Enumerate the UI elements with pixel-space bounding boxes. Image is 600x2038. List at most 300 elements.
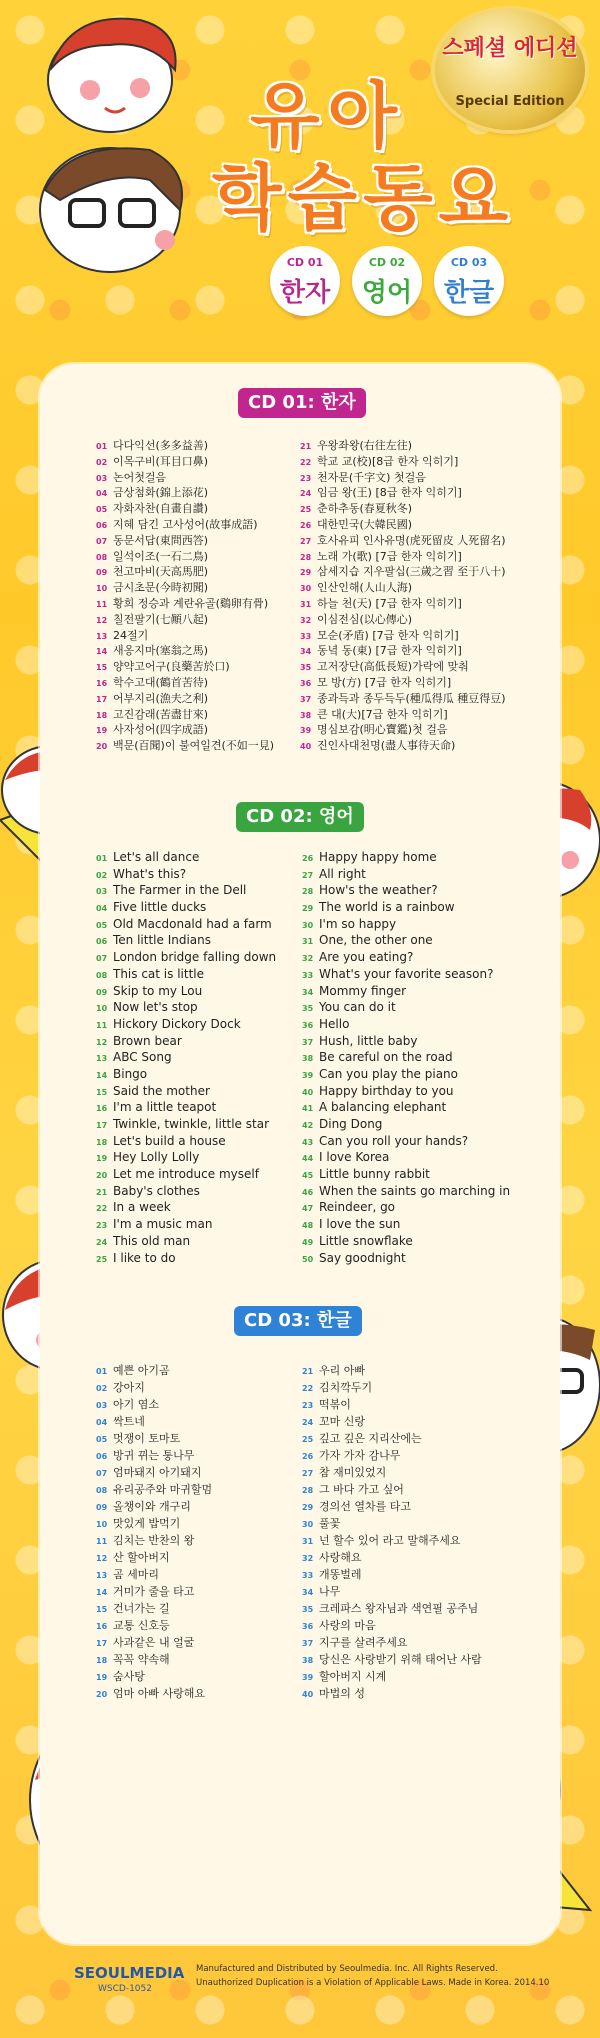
track-number: 04 bbox=[96, 904, 108, 914]
track-number: 35 bbox=[302, 1004, 314, 1014]
track-number: 39 bbox=[302, 1070, 314, 1080]
track-row bbox=[96, 1600, 212, 1617]
track-row bbox=[96, 983, 276, 1000]
track-title: 엄마돼지 아기돼지 bbox=[113, 1466, 202, 1479]
track-title: 일석이조(一石二鳥) bbox=[113, 549, 209, 563]
track-title: 올챙이와 개구리 bbox=[113, 1500, 191, 1513]
track-title: 논어첫걸음 bbox=[113, 470, 167, 484]
track-title: I'm so happy bbox=[319, 916, 397, 931]
track-row bbox=[96, 966, 276, 983]
track-title: 동문서답(東問西答) bbox=[113, 533, 209, 547]
track-row bbox=[96, 1133, 276, 1150]
track-number: 02 bbox=[96, 1384, 108, 1393]
track-row bbox=[96, 849, 276, 866]
track-number: 50 bbox=[302, 1254, 314, 1264]
track-row bbox=[302, 1413, 482, 1430]
track-row bbox=[302, 1685, 482, 1702]
track-title: You can do it bbox=[319, 1000, 396, 1015]
track-number: 05 bbox=[96, 920, 108, 930]
track-row bbox=[302, 1183, 510, 1200]
track-row bbox=[302, 1379, 482, 1396]
track-number: 49 bbox=[302, 1237, 314, 1247]
track-title: 사랑의 마음 bbox=[319, 1619, 376, 1632]
track-title: 24절기 bbox=[113, 628, 149, 642]
track-row bbox=[300, 659, 506, 675]
track-title: 지혜 담긴 고사성어(故事成語) bbox=[113, 517, 258, 531]
track-title: 아기 염소 bbox=[113, 1398, 160, 1411]
track-row bbox=[96, 916, 276, 933]
track-number: 32 bbox=[300, 615, 312, 625]
cd2-section-title: CD 02: 영어 bbox=[236, 802, 364, 832]
track-title: Happy happy home bbox=[319, 850, 437, 864]
track-row bbox=[300, 722, 506, 738]
track-row bbox=[96, 580, 274, 596]
track-number: 40 bbox=[302, 1690, 314, 1699]
track-number: 20 bbox=[96, 742, 108, 752]
track-row bbox=[300, 549, 506, 565]
track-title: Little bunny rabbit bbox=[319, 1167, 430, 1182]
track-row bbox=[300, 438, 506, 454]
track-number: 05 bbox=[96, 1435, 108, 1444]
track-title: Twinkle, twinkle, little star bbox=[113, 1117, 269, 1131]
track-number: 26 bbox=[302, 1452, 314, 1461]
track-row bbox=[300, 707, 506, 723]
track-number: 14 bbox=[96, 647, 108, 657]
main-title-line1: 유아 bbox=[250, 74, 406, 158]
track-number: 45 bbox=[302, 1171, 314, 1181]
track-title: Reindeer, go bbox=[319, 1200, 396, 1215]
track-title: 종과득과 종두득두(種瓜得瓜 種豆得豆) bbox=[317, 691, 506, 705]
track-number: 46 bbox=[302, 1187, 314, 1197]
track-row bbox=[302, 1464, 482, 1481]
track-row bbox=[302, 983, 510, 1000]
track-number: 33 bbox=[302, 970, 314, 980]
track-number: 24 bbox=[300, 489, 312, 499]
track-title: 새옹지마(塞翁之馬) bbox=[113, 644, 209, 658]
track-title: 거미가 줄을 타고 bbox=[113, 1585, 195, 1598]
track-title: 꼬마 신랑 bbox=[319, 1415, 366, 1428]
track-title: What's this? bbox=[113, 866, 187, 881]
track-title: I'm a little teapot bbox=[113, 1100, 217, 1115]
track-row bbox=[302, 1566, 482, 1583]
track-number: 20 bbox=[96, 1171, 108, 1181]
track-title: 금상첨화(錦上添花) bbox=[113, 486, 209, 500]
cd1-tracklist-right bbox=[300, 438, 506, 754]
track-row bbox=[302, 1216, 510, 1233]
track-number: 27 bbox=[300, 536, 312, 546]
track-number: 23 bbox=[96, 1221, 108, 1231]
track-number: 18 bbox=[96, 1137, 108, 1147]
track-row bbox=[300, 564, 506, 580]
track-row bbox=[96, 1379, 212, 1396]
track-number: 06 bbox=[96, 937, 108, 947]
track-number: 12 bbox=[96, 615, 108, 625]
track-number: 37 bbox=[302, 1037, 314, 1047]
cd2-tracklist-right bbox=[302, 849, 510, 1266]
track-row bbox=[302, 1447, 482, 1464]
track-row bbox=[302, 1396, 482, 1413]
track-title: I'm a music man bbox=[113, 1217, 213, 1232]
track-number: 10 bbox=[96, 584, 108, 594]
track-number: 19 bbox=[96, 726, 108, 736]
track-title: A balancing elephant bbox=[319, 1100, 447, 1115]
track-number: 02 bbox=[96, 457, 108, 467]
badge-korean-text: 스페셜 에디션 bbox=[442, 36, 578, 61]
track-number: 17 bbox=[96, 1639, 108, 1648]
track-row bbox=[96, 1183, 276, 1200]
track-number: 12 bbox=[96, 1554, 108, 1563]
track-row bbox=[96, 1651, 212, 1668]
track-row bbox=[300, 517, 506, 533]
track-number: 07 bbox=[96, 536, 108, 546]
track-number: 08 bbox=[96, 970, 108, 980]
track-row bbox=[96, 738, 274, 754]
track-title: 사자성어(四字成語) bbox=[113, 723, 209, 737]
track-row bbox=[96, 722, 274, 738]
track-row bbox=[302, 1116, 510, 1133]
track-title: 자화자찬(自畫自讚) bbox=[113, 502, 209, 516]
track-number: 18 bbox=[96, 1656, 108, 1665]
track-title: 풀꽃 bbox=[319, 1517, 341, 1530]
track-row bbox=[96, 1396, 212, 1413]
track-number: 38 bbox=[302, 1656, 314, 1665]
track-row bbox=[302, 1651, 482, 1668]
track-number: 34 bbox=[300, 647, 312, 657]
track-title: Skip to my Lou bbox=[113, 983, 203, 998]
track-title: Be careful on the road bbox=[319, 1050, 453, 1065]
track-row bbox=[96, 675, 274, 691]
track-number: 11 bbox=[96, 1020, 108, 1030]
cd3-circle bbox=[434, 246, 504, 316]
track-row bbox=[96, 1166, 276, 1183]
track-number: 38 bbox=[300, 710, 312, 720]
track-title: 하늘 천(天) [7급 한자 익히기] bbox=[317, 596, 462, 610]
track-row bbox=[302, 1600, 482, 1617]
track-title: This old man bbox=[113, 1233, 191, 1248]
track-number: 32 bbox=[302, 954, 314, 964]
track-row bbox=[96, 1413, 212, 1430]
track-title: 방귀 뀌는 퉁나무 bbox=[113, 1449, 195, 1462]
track-title: 나무 bbox=[319, 1585, 341, 1598]
track-row bbox=[300, 596, 506, 612]
track-number: 23 bbox=[302, 1401, 314, 1410]
track-title: London bridge falling down bbox=[113, 950, 277, 965]
track-title: How's the weather? bbox=[319, 883, 438, 898]
track-title: 유리공주와 마귀할멈 bbox=[113, 1483, 213, 1496]
track-number: 19 bbox=[96, 1154, 108, 1164]
track-title: 김치는 반찬의 왕 bbox=[113, 1534, 195, 1547]
track-row bbox=[300, 738, 506, 754]
main-title-line2: 학습동요 bbox=[212, 156, 515, 240]
track-row bbox=[302, 899, 510, 916]
track-title: Bingo bbox=[113, 1066, 148, 1081]
track-row bbox=[302, 1617, 482, 1634]
track-number: 22 bbox=[302, 1384, 314, 1393]
track-number: 13 bbox=[96, 1571, 108, 1580]
track-number: 33 bbox=[300, 631, 312, 641]
track-title: 춘하추동(春夏秋冬) bbox=[317, 502, 413, 516]
track-row bbox=[96, 1464, 212, 1481]
cd2-number: CD 02 bbox=[368, 256, 406, 269]
track-number: 11 bbox=[96, 1537, 108, 1546]
track-row bbox=[96, 1549, 212, 1566]
track-title: Now let's stop bbox=[113, 1000, 198, 1015]
track-title: Hickory Dickory Dock bbox=[113, 1016, 241, 1031]
track-number: 15 bbox=[96, 1605, 108, 1614]
track-number: 31 bbox=[302, 1537, 314, 1546]
track-row bbox=[302, 916, 510, 933]
track-row bbox=[300, 643, 506, 659]
track-number: 21 bbox=[300, 442, 312, 451]
track-number: 21 bbox=[96, 1187, 108, 1197]
track-row bbox=[96, 1216, 276, 1233]
track-number: 30 bbox=[300, 584, 312, 594]
boy-illustration-glasses bbox=[0, 130, 210, 290]
track-title: Can you roll your hands? bbox=[319, 1133, 469, 1148]
cd2-tracklist-left bbox=[96, 849, 276, 1266]
track-title: 강아지 bbox=[113, 1381, 145, 1394]
track-number: 35 bbox=[300, 663, 312, 673]
track-row bbox=[96, 643, 274, 659]
track-title: 꼭꼭 약속해 bbox=[113, 1653, 170, 1666]
track-number: 08 bbox=[96, 1486, 108, 1495]
track-number: 34 bbox=[302, 1588, 314, 1597]
track-number: 47 bbox=[302, 1204, 314, 1214]
track-title: 당신은 사랑받기 위해 태어난 사람 bbox=[319, 1653, 482, 1666]
track-row bbox=[96, 1685, 212, 1702]
track-row bbox=[302, 949, 510, 966]
track-number: 07 bbox=[96, 954, 108, 964]
track-row bbox=[96, 1066, 276, 1083]
track-row bbox=[96, 470, 274, 486]
track-title: 이목구비(耳目口鼻) bbox=[113, 454, 209, 468]
track-number: 13 bbox=[96, 1054, 108, 1064]
track-row bbox=[300, 580, 506, 596]
track-row bbox=[96, 1033, 276, 1050]
track-title: 건너가는 길 bbox=[113, 1602, 170, 1615]
track-row bbox=[302, 999, 510, 1016]
track-title: 진인사대천명(盡人事待天命) bbox=[317, 739, 456, 753]
track-title: 삼세지습 지우팔십(三歲之習 至于八十) bbox=[317, 565, 506, 579]
track-number: 39 bbox=[302, 1673, 314, 1682]
track-number: 03 bbox=[96, 473, 108, 483]
track-title: Brown bear bbox=[113, 1033, 182, 1048]
track-row bbox=[302, 1099, 510, 1116]
product-code: WSCD-1052 bbox=[98, 1984, 152, 1994]
track-title: All right bbox=[319, 866, 366, 881]
track-number: 01 bbox=[96, 442, 108, 451]
track-row bbox=[302, 1033, 510, 1050]
track-number: 25 bbox=[302, 1435, 314, 1444]
track-title: 고진감래(苦盡甘來) bbox=[113, 707, 209, 721]
track-title: 크레파스 왕자님과 색연필 공주님 bbox=[319, 1602, 479, 1615]
track-title: Five little ducks bbox=[113, 900, 207, 915]
track-number: 07 bbox=[96, 1469, 108, 1478]
track-number: 37 bbox=[302, 1639, 314, 1648]
track-title: 금시초문(今時初聞) bbox=[113, 581, 209, 595]
track-row bbox=[96, 1532, 212, 1549]
track-number: 43 bbox=[302, 1137, 314, 1147]
track-title: The world is a rainbow bbox=[319, 900, 455, 915]
cd1-section-title: CD 01: 한자 bbox=[238, 388, 366, 418]
girl-illustration-top-left bbox=[10, 0, 210, 140]
track-row bbox=[302, 1668, 482, 1685]
track-title: 넌 할수 있어 라고 말해주세요 bbox=[319, 1534, 461, 1547]
track-row bbox=[302, 1549, 482, 1566]
track-number: 10 bbox=[96, 1004, 108, 1014]
cd2-label: 영어 bbox=[361, 278, 413, 308]
track-title: Old Macdonald had a farm bbox=[113, 916, 272, 931]
track-number: 28 bbox=[302, 1486, 314, 1495]
track-number: 30 bbox=[302, 920, 314, 930]
track-title: 경의선 열차를 타고 bbox=[319, 1500, 412, 1513]
track-title: This cat is little bbox=[113, 966, 205, 981]
track-title: 그 바다 가고 싶어 bbox=[319, 1483, 404, 1496]
track-row bbox=[96, 1617, 212, 1634]
track-row bbox=[96, 866, 276, 883]
track-title: 김치깍두기 bbox=[319, 1381, 373, 1394]
track-row bbox=[302, 1083, 510, 1100]
track-number: 13 bbox=[96, 631, 108, 641]
cd2-circle bbox=[352, 246, 422, 316]
track-row bbox=[96, 1083, 276, 1100]
track-number: 04 bbox=[96, 1418, 108, 1427]
track-row bbox=[300, 454, 506, 470]
track-number: 09 bbox=[96, 1503, 108, 1512]
track-number: 01 bbox=[96, 854, 108, 863]
track-title: 천고마비(天高馬肥) bbox=[113, 565, 209, 579]
track-row bbox=[302, 966, 510, 983]
track-number: 31 bbox=[302, 937, 314, 947]
track-row bbox=[96, 949, 276, 966]
track-number: 41 bbox=[302, 1104, 314, 1114]
track-row bbox=[96, 564, 274, 580]
track-row bbox=[96, 1498, 212, 1515]
track-row bbox=[96, 659, 274, 675]
track-number: 29 bbox=[300, 568, 312, 578]
track-title: ABC Song bbox=[113, 1050, 172, 1065]
cd3-tracklist-left bbox=[96, 1362, 212, 1702]
track-row bbox=[302, 1430, 482, 1447]
track-row bbox=[302, 1049, 510, 1066]
track-title: The Farmer in the Dell bbox=[113, 883, 247, 898]
track-row bbox=[300, 612, 506, 628]
track-row bbox=[96, 1566, 212, 1583]
track-row bbox=[302, 849, 510, 866]
track-row bbox=[302, 1166, 510, 1183]
track-number: 28 bbox=[302, 887, 314, 897]
track-number: 25 bbox=[96, 1254, 108, 1264]
track-row bbox=[300, 628, 506, 644]
track-number: 31 bbox=[300, 599, 312, 609]
track-row bbox=[302, 1515, 482, 1532]
track-title: When the saints go marching in bbox=[319, 1183, 511, 1198]
track-row bbox=[96, 596, 274, 612]
track-row bbox=[302, 882, 510, 899]
track-number: 30 bbox=[302, 1520, 314, 1529]
track-number: 28 bbox=[300, 552, 312, 562]
track-title: 모 방(方) [7급 한자 익히기] bbox=[317, 675, 452, 689]
track-title: Let's build a house bbox=[113, 1133, 226, 1148]
track-number: 21 bbox=[302, 1367, 314, 1376]
track-row bbox=[96, 1149, 276, 1166]
cd1-number: CD 01 bbox=[286, 256, 324, 269]
track-number: 03 bbox=[96, 887, 108, 897]
track-number: 38 bbox=[302, 1054, 314, 1064]
track-title: 임금 왕(王) [8급 한자 익히기] bbox=[317, 486, 462, 500]
track-title: 우리 아빠 bbox=[319, 1364, 366, 1377]
track-number: 15 bbox=[96, 1087, 108, 1097]
track-number: 23 bbox=[300, 473, 312, 483]
track-number: 22 bbox=[300, 457, 312, 467]
track-number: 15 bbox=[96, 663, 108, 673]
track-title: Happy birthday to you bbox=[319, 1083, 454, 1098]
track-title: I love the sun bbox=[319, 1217, 401, 1232]
copyright-line2: Unauthorized Duplication is a Violation of Applicable Laws. Made in Korea. 2014.10 bbox=[196, 1978, 550, 1988]
track-row bbox=[300, 470, 506, 486]
track-row bbox=[302, 1233, 510, 1250]
track-row bbox=[302, 1250, 510, 1267]
track-number: 09 bbox=[96, 987, 108, 997]
track-row bbox=[96, 501, 274, 517]
track-number: 40 bbox=[302, 1087, 314, 1097]
track-row bbox=[96, 549, 274, 565]
track-title: 학교 교(校)[8급 한자 익히기] bbox=[317, 454, 459, 468]
track-title: Hey Lolly Lolly bbox=[113, 1150, 200, 1165]
cd3-label: 한글 bbox=[443, 278, 495, 308]
track-number: 35 bbox=[302, 1605, 314, 1614]
track-title: I like to do bbox=[113, 1250, 176, 1265]
track-title: 인산인해(人山人海) bbox=[317, 581, 413, 595]
track-number: 26 bbox=[300, 520, 312, 530]
track-row bbox=[302, 1066, 510, 1083]
track-number: 06 bbox=[96, 520, 108, 530]
track-title: 멋쟁이 토마토 bbox=[113, 1432, 181, 1445]
track-number: 09 bbox=[96, 568, 108, 578]
track-row bbox=[96, 707, 274, 723]
track-title: One, the other one bbox=[319, 933, 433, 948]
seoulmedia-logo: SEOULMEDIA bbox=[74, 1964, 185, 1982]
copyright-line1: Manufactured and Distributed by Seoulmedia. Inc. All Rights Reserved. bbox=[196, 1964, 498, 1974]
track-title: 깊고 깊은 지리산에는 bbox=[319, 1432, 422, 1445]
track-title: 칠전팔기(七顚八起) bbox=[113, 612, 209, 626]
track-title: 백문(百聞)이 불여일견(不如一見) bbox=[113, 739, 275, 753]
track-number: 36 bbox=[300, 678, 312, 688]
track-row bbox=[302, 1583, 482, 1600]
cd3-tracklist-right bbox=[302, 1362, 482, 1702]
track-row bbox=[96, 1016, 276, 1033]
track-number: 36 bbox=[302, 1622, 314, 1631]
track-number: 10 bbox=[96, 1520, 108, 1529]
track-title: 사과같은 내 얼굴 bbox=[113, 1636, 195, 1649]
track-number: 29 bbox=[302, 904, 314, 914]
track-number: 18 bbox=[96, 710, 108, 720]
track-row bbox=[96, 1362, 212, 1379]
track-title: 가자 가자 감나무 bbox=[319, 1449, 401, 1462]
track-row bbox=[96, 1515, 212, 1532]
track-title: Mommy finger bbox=[319, 983, 407, 998]
track-number: 34 bbox=[302, 987, 314, 997]
track-title: 이심전심(以心傳心) bbox=[317, 612, 413, 626]
track-row bbox=[96, 899, 276, 916]
track-title: Ding Dong bbox=[319, 1117, 383, 1131]
track-number: 17 bbox=[96, 1121, 108, 1130]
track-title: 교통 신호등 bbox=[113, 1619, 170, 1632]
track-title: 개똥벌레 bbox=[319, 1568, 362, 1581]
track-number: 24 bbox=[96, 1237, 108, 1247]
track-number: 14 bbox=[96, 1588, 108, 1597]
track-number: 26 bbox=[302, 854, 314, 863]
